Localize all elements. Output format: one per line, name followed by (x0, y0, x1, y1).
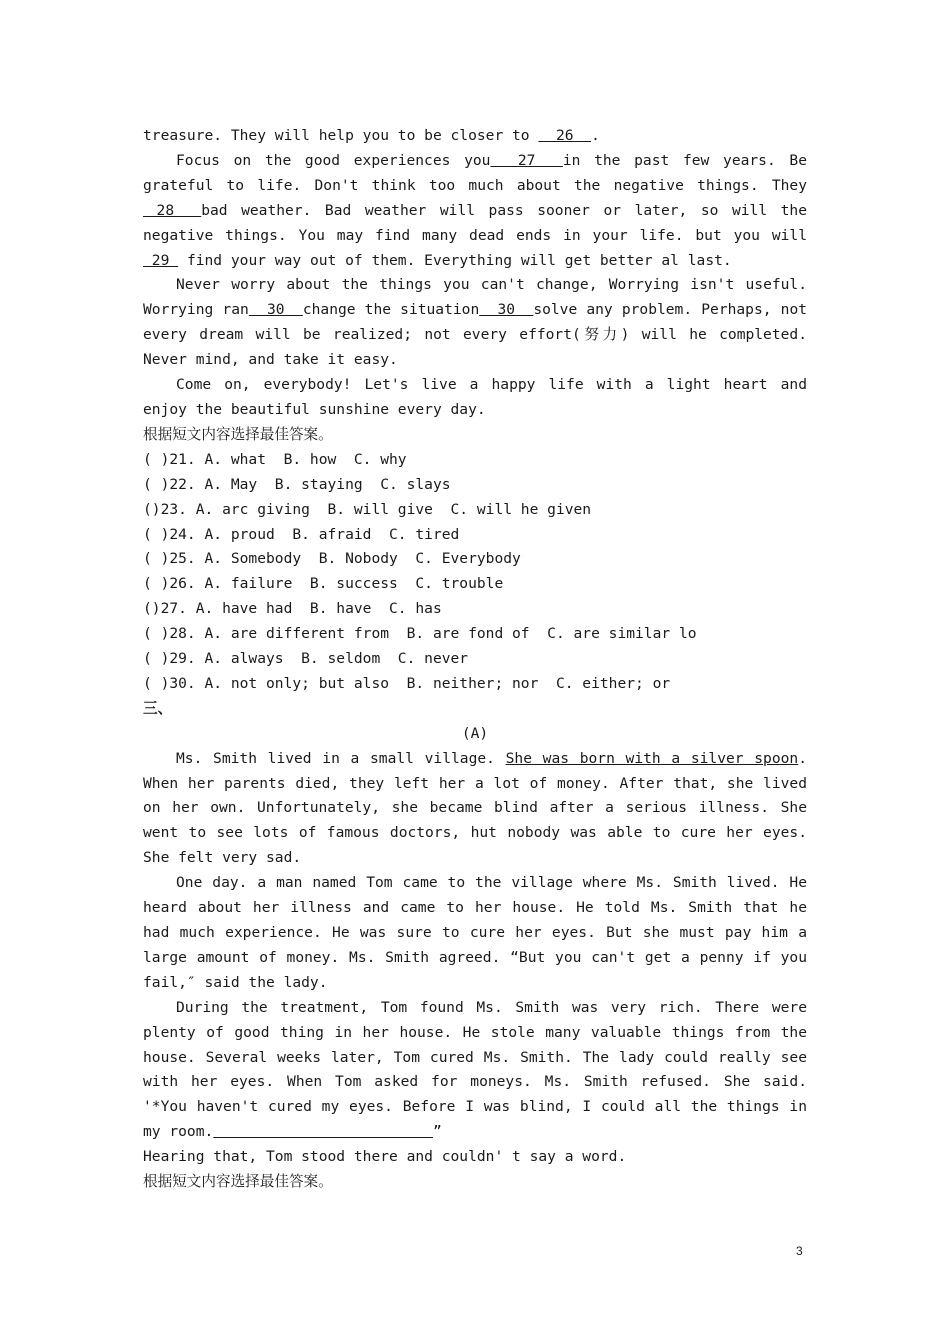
blank-28: 28 (143, 201, 202, 219)
question-22: ( )22. A. May B. staying C. slays (143, 475, 451, 493)
blank-29: 29 (143, 251, 179, 269)
text: Never worry about the things you can't change, Worrying isn't useful. Worrying ran (143, 276, 807, 319)
text: ” (432, 1123, 442, 1141)
answer-blank (213, 1123, 433, 1140)
paragraph-hearing: Hearing that, Tom stood there and couldn' t say a word. (143, 1148, 627, 1166)
text: in the past few years. Be grateful to life. Don't think too much about the negative things. They (143, 151, 808, 194)
section-heading: 三、 (143, 699, 173, 717)
paragraph-never-worry (143, 273, 807, 373)
text: bad weather. Bad weather will pass sooner or later, so will the negative things. You may find many dead ends in your life. but you will (143, 201, 808, 244)
blank-26: 26 (538, 127, 592, 144)
question-list (143, 448, 807, 697)
blank-30b: 30 (479, 301, 534, 319)
question-30: ( )30. A. not only; but also B. neither; nor C. either; or (143, 674, 671, 692)
question-25: ( )25. A. Somebody B. Nobody C. Everybody (143, 550, 521, 568)
question-24: ( )24. A. proud B. afraid C. tired (143, 525, 460, 543)
document-page (143, 124, 807, 1195)
blank-30a: 30 (248, 301, 303, 319)
paragraph-treatment (143, 996, 807, 1145)
text: During the treatment, Tom found Ms. Smith was very rich. There were plenty of good thing in her house. He stole many valuable things from the house. Several weeks later, Tom cured Ms. Smith. The lady could really see with her eyes. When Tom asked for moneys. Ms. Smith refused. She said. '*You haven't cured my eyes. Before I was blind, I could all the things in my room. (143, 998, 807, 1141)
page-number: 3 (796, 1244, 803, 1258)
text: change the situation (302, 301, 480, 319)
text: . (591, 127, 600, 144)
question-23: ()23. A. arc giving B. will give C. will he given (143, 500, 592, 518)
paragraph-treasure (143, 124, 807, 149)
paragraph-one-day: One day. a man named Tom came to the village where Ms. Smith lived. He heard about her illness and came to her house. He told Ms. Smith that he had much experience. He was sure to cure her eyes. But she must pay him a large amount of money. Ms. Smith agreed. “But you can't get a penny if you fail,″ said the lady. (143, 874, 807, 991)
question-27: ()27. A. have had B. have C. has (143, 600, 442, 618)
text: . When her parents died, they left her a lot of money. After that, she lived on her own. Unfortunately, she became blind after a serious illness. She went to see lots of famous doctors, hut nobody was able to cure her eyes. She felt very sad. (143, 749, 807, 867)
text: Ms. Smith lived in a small village. (176, 749, 506, 767)
question-26: ( )26. A. failure B. success C. trouble (143, 575, 504, 593)
text: treasure. They will help you to be closer to (143, 127, 539, 144)
question-29: ( )29. A. always B. seldom C. never (143, 650, 469, 668)
text: solve any problem. Perhaps, not every dream will be realized; not every effort(努力) will he completed. Never mind, and take it easy. (143, 301, 808, 369)
question-21: ( )21. A. what B. how C. why (143, 450, 407, 468)
paragraph-focus (143, 149, 807, 274)
question-28: ( )28. A. are different from B. are fond of C. are similar lo (143, 625, 697, 643)
paragraph-ms-smith (143, 747, 807, 872)
passage-title: (A) (461, 724, 489, 742)
blank-27: 27 (490, 151, 563, 169)
instruction: 根据短文内容选择最佳答案。 (143, 1173, 333, 1191)
text: Focus on the good experiences you (176, 151, 491, 169)
text: find your way out of them. Everything will get better al last. (178, 251, 732, 269)
underlined-phrase: She was born with a silver spoon (505, 749, 799, 767)
instruction: 根据短文内容选择最佳答案。 (143, 425, 333, 443)
paragraph-come-on: Come on, everybody! Let's live a happy life with a light heart and enjoy the beautiful sunshine every day. (143, 376, 807, 418)
